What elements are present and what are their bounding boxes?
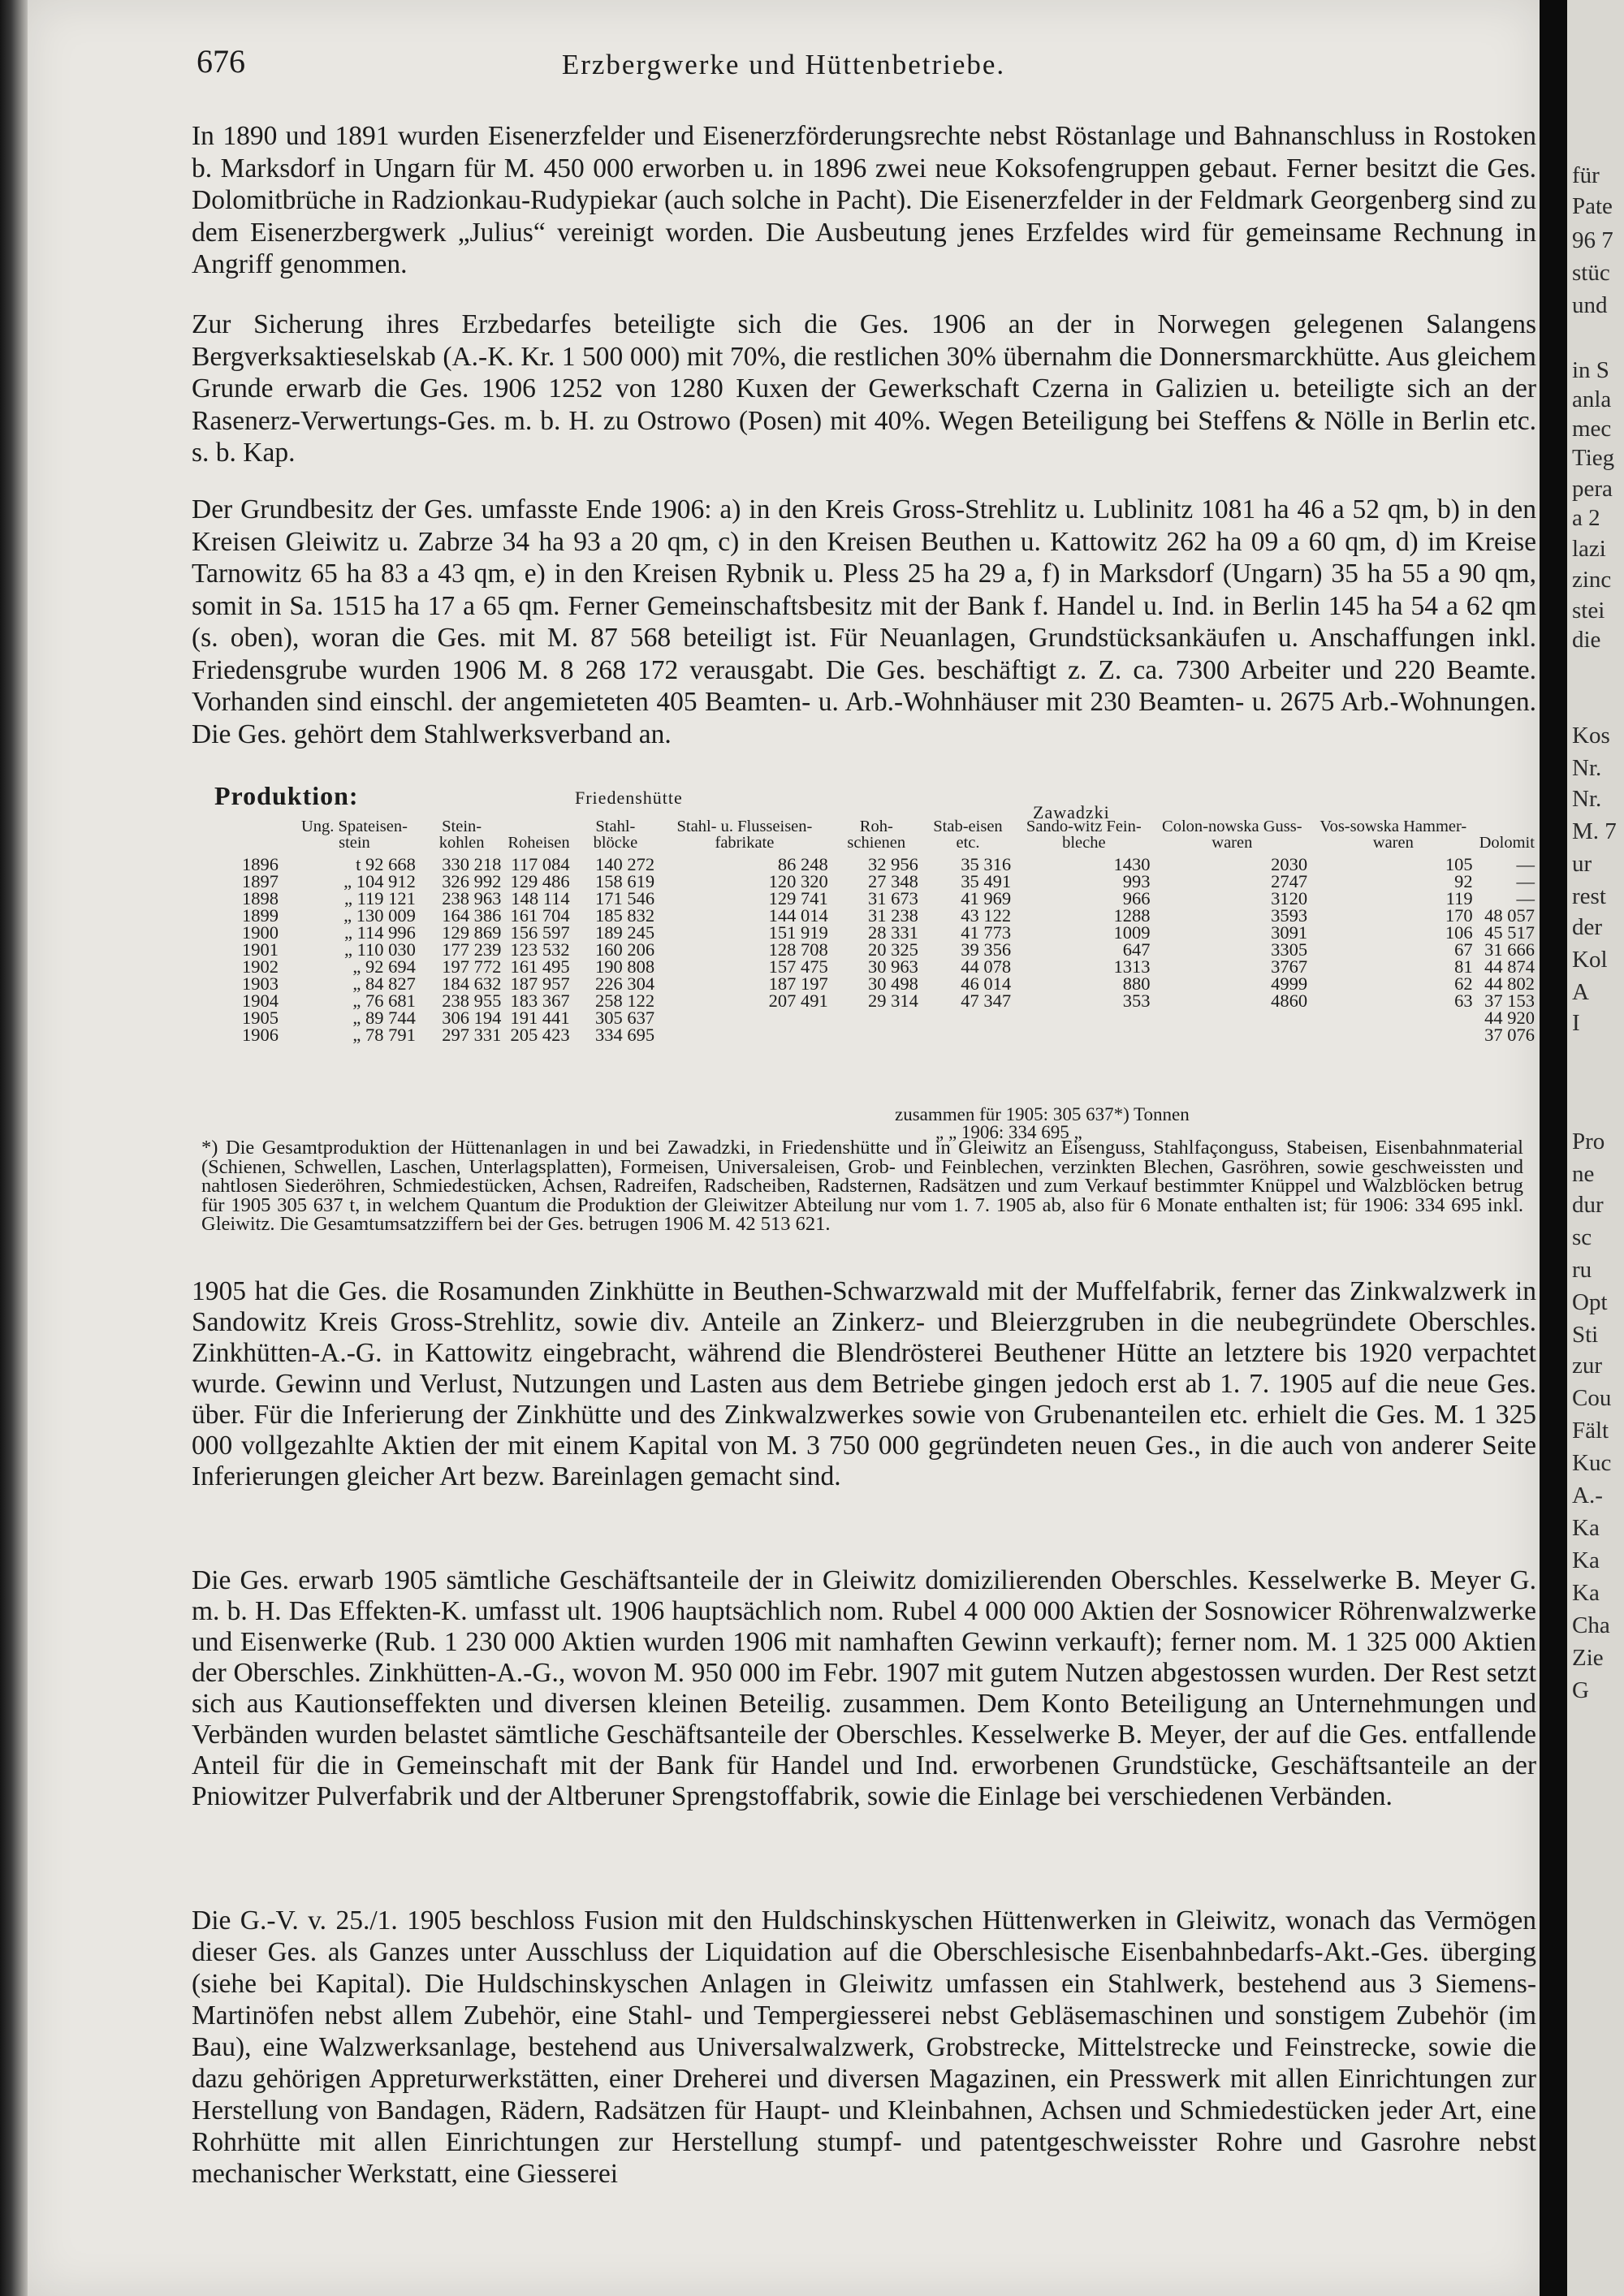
table-cell [658, 1009, 831, 1026]
table-cell: 105 [1445, 854, 1473, 874]
table-cell: „ 119 121 [344, 888, 416, 908]
production-table-header-row [239, 818, 1538, 856]
table-cell: 148 114 [511, 888, 570, 908]
table-cell: 1905 [242, 1008, 279, 1028]
table-cell: 129 869 [442, 922, 502, 943]
next-page-fragment: G [1572, 1677, 1589, 1703]
table-cell: „ 130 009 [343, 905, 416, 926]
next-page-fragment: stüc [1572, 260, 1610, 286]
table-cell [1311, 1009, 1476, 1026]
table-cell: 29 314 [868, 990, 918, 1011]
table-cell: 44 874 [1484, 956, 1535, 977]
table-cell: 226 304 [595, 973, 655, 994]
next-page-fragment: Ka [1572, 1515, 1600, 1541]
table-row [239, 907, 1538, 924]
next-page-fragment: 96 7 [1572, 227, 1613, 253]
table-cell: 46 014 [961, 973, 1012, 994]
next-page-fragment: I [1572, 1010, 1580, 1036]
table-row [239, 890, 1538, 907]
next-page-fragment: Kol [1572, 947, 1608, 973]
paragraph-grundbesitz: Der Grundbesitz der Ges. umfasste Ende 1906: a) in den Kreis Gross-Strehlitz u. Lublinitz 1081 ha 46 a 52 qm, b) in den Kreisen Gleiwitz u. Zabrze 34 ha 93 a 20 qm, c) in den Kreisen Beuthen u. Kattowitz 262 ha 09 a 60 qm, d) im Kreise Tarnowitz 65 ha 83 a 43 qm, e) in den Kreisen Rybnik u. Pless 25 ha 29 a, f) in Marksdorf (Ungarn) 35 ha 55 a 90 qm, somit in Sa. 1515 ha 17 a 65 qm. Ferner Gemeinschaftsbesitz mit der Bank f. Handel u. Ind. in Berlin 145 ha 54 a 62 qm (s. oben), woran die Ges. mit M. 87 568 beteiligt ist. Für Neuanlagen, Grundstücksankäufen u. Anschaffungen inkl. Friedensgrube wurden 1906 M. 8 268 172 verausgabt. Die Ges. beschäftigt z. Z. ca. 7300 Arbeiter und 220 Beamte. Vorhanden sind einschl. der angemieteten 405 Beamten- u. Arb.-Wohnhäuser mit 230 Beamten- u. 2675 Arb.-Wohnungen. Die Ges. gehört dem Stahlwerksverband an. [192, 494, 1536, 749]
table-cell: 3767 [1271, 956, 1308, 977]
table-cell [1154, 1026, 1311, 1043]
table-cell: 238 955 [442, 990, 502, 1011]
table-cell: 1896 [242, 854, 279, 874]
next-page-fragment: Fält [1572, 1418, 1609, 1444]
table-cell: 164 386 [442, 905, 502, 926]
table-cell: 205 423 [510, 1025, 570, 1045]
table-cell [831, 1009, 922, 1026]
next-page-fragment: Cha [1572, 1612, 1610, 1638]
next-page-fragment: Pate [1572, 193, 1613, 219]
table-cell: 3120 [1271, 888, 1308, 908]
table-row [239, 873, 1538, 890]
next-page-fragment: A [1572, 979, 1589, 1005]
table-cell: 258 122 [595, 990, 655, 1011]
table-cell: 238 963 [442, 888, 502, 908]
table-cell: 993 [1122, 871, 1151, 891]
next-page-fragment: Kos [1572, 723, 1610, 749]
table-row [239, 924, 1538, 941]
next-page-fragment: A.- [1572, 1482, 1603, 1508]
table-cell: 880 [1122, 973, 1151, 994]
table-cell: „ 89 744 [352, 1008, 416, 1028]
table-cell: 92 [1454, 871, 1473, 891]
total-1906: „ „ 1906: 334 695 „ [935, 1122, 1082, 1142]
table-cell: 30 963 [868, 956, 918, 977]
table-cell: 117 084 [511, 854, 570, 874]
table-cell: 37 153 [1484, 990, 1535, 1011]
column-header: Stahl- u. Flusseisen-fabrikate [676, 818, 813, 852]
table-cell: 27 348 [868, 871, 918, 891]
table-cell: 177 239 [442, 939, 502, 960]
table-cell: 44 802 [1484, 973, 1535, 994]
table-cell: 37 076 [1484, 1025, 1535, 1045]
table-cell: 3305 [1271, 939, 1308, 960]
table-row [239, 1026, 1538, 1043]
table-cell: 297 331 [442, 1025, 502, 1045]
table-cell: 144 014 [768, 905, 828, 926]
running-title: Erzbergwerke und Hüttenbetriebe. [561, 49, 1006, 80]
paragraph-erzfelder: In 1890 und 1891 wurden Eisenerzfelder und Eisenerzförderungsrechte nebst Röstanlage und Bahnanschluss in Rostoken b. Marksdorf in Ungarn für M. 450 000 erworben u. in 1896 zwei neue Koksofengruppen gebaut. Ferner besitzt die Ges. Dolomitbrüche in Radzionkau-Rudypiekar (auch solche in Pacht). Die Eisenerzfelder in der Feldmark Georgenberg sind zu dem Eisenerzbergwerk „Julius“ vereinigt worden. Die Ausbeutung jenes Erzfeldes wird für gemeinsame Rechnung in Angriff genommen. [192, 121, 1536, 279]
next-page-fragment: pera [1572, 476, 1613, 502]
table-cell [1311, 1026, 1476, 1043]
table-cell: 330 218 [442, 854, 502, 874]
next-page-fragment: Nr. [1572, 786, 1602, 812]
next-page-fragment: Zie [1572, 1645, 1604, 1671]
next-page-fragment: rest [1572, 883, 1606, 909]
table-row [239, 975, 1538, 992]
table-cell: 1899 [242, 905, 279, 926]
next-page-fragment: anla [1572, 386, 1612, 412]
production-table [239, 818, 1538, 1043]
table-cell: — [1516, 871, 1535, 891]
paragraph-zinkhuette: 1905 hat die Ges. die Rosamunden Zinkhütte in Beuthen-Schwarzwald mit der Muffelfabrik, ferner das Zinkwalzwerk in Sandowitz Kreis Gross-Strehlitz, sowie div. Anteile an Zinkerz- und Bleierzgruben in die neubegründete Oberschles. Zinkhütten-A.-G. in Kattowitz eingebracht, während die Blendrösterei Beuthener Hütte an letztere bis 1920 verpachtet wurde. Gewinn und Verlust, Nutzungen und Lasten aus dem Betriebe gingen jedoch erst ab 1. 7. 1905 auf die neue Ges. über. Für die Inferierung der Zinkhütte und des Zinkwalzwerkes sowie von Grubenanteilen etc. erhielt die Ges. M. 1 325 000 vollgezahlte Aktien der mit einem Kapital von M. 3 750 000 gegründeten neuen Ges., in die auch von anderer Seite Inferierungen gleicher Art bezw. Bareinlagen gemacht sind. [192, 1276, 1536, 1491]
table-cell: „ 84 827 [352, 973, 416, 994]
table-cell [1014, 1009, 1153, 1026]
next-page-fragment: und [1572, 292, 1608, 318]
table-cell: 123 532 [510, 939, 570, 960]
table-cell: 43 122 [961, 905, 1012, 926]
table-cell: 1906 [242, 1025, 279, 1045]
paragraph-geschaeftsanteile: Die Ges. erwarb 1905 sämtliche Geschäftsanteile der in Gleiwitz domizilierenden Oberschles. Kesselwerke B. Meyer G. m. b. H. Das Effekten-K. umfasst ult. 1906 hauptsächlich nom. Rubel 4 000 000 Aktien der Sosnowicer Röhrenwalzwerke und Eisenwerke (Rub. 1 230 000 Aktien wurden 1906 mit namhaften Gewinn verkauft); ferner nom. M. 1 325 000 Aktien der Oberschles. Zinkhütten-A.-G., wovon M. 950 000 im Febr. 1907 mit gutem Nutzen abgestossen wurden. Der Rest setzt sich aus Kautionseffekten und diversen kleinen Beteilig. zusammen. Dem Konto Beteiligung an Unternehmungen und Verbänden wurden belastet sämtliche Geschäftsanteile der Oberschles. Kesselwerke B. Meyer, der auf die Ges. entfallende Anteil für die in Gemeinschaft mit der Bank für Handel und Ind. erworbenen Grundstücke, Geschäftsanteile an der Pniowitzer Pulverfabrik und der Altberuner Sprengstoffabrik, sowie die Einlage bei verschiedenen Verbänden. [192, 1565, 1536, 1811]
next-page-fragment: dur [1572, 1192, 1604, 1218]
table-cell: 1902 [242, 956, 279, 977]
table-cell: 129 741 [768, 888, 828, 908]
book-page [28, 0, 1540, 2296]
table-cell: 106 [1445, 922, 1473, 943]
column-header: Stein-kohlen [438, 818, 485, 852]
table-cell: 86 248 [777, 854, 828, 874]
next-page-fragment: Opt [1572, 1289, 1608, 1315]
table-cell [922, 1026, 1014, 1043]
table-cell: — [1516, 854, 1535, 874]
next-page-fragment: Cou [1572, 1385, 1612, 1411]
next-page-fragment: in S [1572, 357, 1609, 383]
group-header-friedenshuette: Friedenshütte [575, 788, 683, 808]
table-cell: 45 517 [1484, 922, 1535, 943]
table-cell: 190 808 [595, 956, 655, 977]
table-cell: — [1516, 888, 1535, 908]
column-header: Vos-sowska Hammer-waren [1320, 818, 1467, 852]
next-page-fragment: der [1572, 914, 1603, 940]
table-cell: 35 316 [961, 854, 1012, 874]
table-cell: 1897 [242, 871, 279, 891]
table-cell: 128 708 [768, 939, 828, 960]
next-page-fragment: Sti [1572, 1322, 1599, 1348]
table-cell: 31 666 [1484, 939, 1535, 960]
table-cell [658, 1026, 831, 1043]
table-cell: „ 78 791 [352, 1025, 416, 1045]
production-label: Produktion: [214, 781, 359, 810]
table-cell: 160 206 [595, 939, 655, 960]
footnote-gesamtproduktion: *) Die Gesamtproduktion der Hüttenanlagen in und bei Zawadzki, in Friedenshütte und in Gleiwitz an Eisenguss, Stahlfaçonguss, Stabeisen, Eisenbahnmaterial (Schienen, Schwellen, Laschen, Unterlagsplatten), Formeisen, Universaleisen, Grob- und Feinblechen, verzinkten Blechen, Gasröhren, sowie geschweissten und nahtlosen Siederöhren, Schmiedestücken, Achsen, Radreifen, Radscheiben, Radsternen, Radsätzen und zum Verkauf bestimmter Knüppel und Walzblöcken betrug für 1905 305 637 t, in welchem Quantum die Produktion der Gleiwitzer Abteilung nur vom 1. 7. 1905 ab, also für 6 Monate enthalten ist; für 1906: 334 695 inkl. Gleiwitz. Die Gesamtumsatzziffern bei der Ges. betrugen 1906 M. 42 513 621. [201, 1137, 1523, 1235]
table-cell: 119 [1445, 888, 1473, 908]
table-row [239, 1009, 1538, 1026]
table-cell: 35 491 [961, 871, 1012, 891]
table-cell: 158 619 [595, 871, 655, 891]
table-cell: 3091 [1271, 922, 1308, 943]
table-cell: 191 441 [510, 1008, 570, 1028]
paragraph-fusion: Die G.-V. v. 25./1. 1905 beschloss Fusion mit den Huldschinskyschen Hüttenwerken in Gleiwitz, wonach das Vermögen dieser Ges. als Ganzes unter Ausschluss der Liquidation auf die Oberschlesische Eisenbahnbedarfs-Akt.-Ges. überging (siehe bei Kapital). Die Huldschinskyschen Anlagen in Gleiwitz umfassen ein Stahlwerk, bestehend aus 3 Siemens-Martinöfen nebst allem Zubehör, eine Stahl- und Tempergiesserei nebst Gebläsemaschinen und sonstigem Zubehör (im Bau), eine Walzwerksanlage, bestehend aus Universalwalzwerk, Grobstrecke, Mittelstrecke und Feinstrecke, sowie die dazu gehörigen Appreturwerkstätten, einer Dreherei und diversen Magazinen, ein Presswerk mit allen Einrichtungen zur Herstellung von Bandagen, Rädern, Radsätzen für Haupt- und Kleinbahnen, Achsen und Schmiedestücken jeder Art, eine Rohrhütte mit allen Einrichtungen zur Herstellung stumpf- und patentgeschweisster Rohre und Gasrohre nebst mechanischer Werkstatt, eine Giesserei [192, 1905, 1536, 2189]
table-cell: 44 920 [1484, 1008, 1535, 1028]
table-cell: 156 597 [510, 922, 570, 943]
production-table-body [239, 856, 1538, 1043]
table-cell: 41 969 [961, 888, 1012, 908]
column-header: Stab-eisen etc. [933, 818, 1003, 852]
table-cell: 2030 [1271, 854, 1308, 874]
next-page-fragment: lazi [1572, 536, 1606, 562]
column-header: Roh-schienen [847, 818, 906, 852]
column-header: Dolomit [1479, 834, 1535, 852]
table-cell: „ 76 681 [352, 990, 416, 1011]
next-page-fragment: ur [1572, 851, 1592, 877]
page-gutter [1540, 0, 1567, 2296]
paragraph-erzbedarf: Zur Sicherung ihres Erzbedarfes beteiligte sich die Ges. 1906 an der in Norwegen gelegenen Salangens Bergverksaktieselskab (A.-K. Kr. 1 500 000) mit 70%, die restlichen 30% übernahm die Donnersmarckhütte. Aus gleichem Grunde erwarb die Ges. 1906 1252 von 1280 Kuxen der Gewerkschaft Czerna in Galizien u. beteiligte sich an der Rasenerz-Verwertungs-Ges. m. b. H. zu Ostrowo (Posen) mit 40%. Wegen Beteiligung bei Steffens & Nölle in Berlin etc. s. b. Kap. [192, 309, 1536, 468]
table-cell: 20 325 [868, 939, 918, 960]
table-cell: 1009 [1113, 922, 1151, 943]
next-page-edge [1567, 0, 1624, 2296]
table-cell: 151 919 [768, 922, 828, 943]
table-cell: 171 546 [595, 888, 655, 908]
table-cell: 81 [1454, 956, 1473, 977]
table-cell: 67 [1454, 939, 1473, 960]
table-cell: 305 637 [595, 1008, 655, 1028]
table-cell: „ 92 694 [352, 956, 416, 977]
column-header: Stahl-blöcke [593, 818, 638, 852]
table-cell: 1901 [242, 939, 279, 960]
next-page-fragment: Ka [1572, 1580, 1600, 1606]
next-page-fragment: für [1572, 162, 1600, 188]
next-page-fragment: Tieg [1572, 445, 1615, 471]
table-cell: 31 238 [868, 905, 918, 926]
next-page-fragment: a 2 [1572, 505, 1600, 531]
table-cell: 28 331 [868, 922, 918, 943]
table-row [239, 856, 1538, 873]
total-1905: zusammen für 1905: 305 637*) Tonnen [895, 1104, 1190, 1124]
table-cell: 187 957 [510, 973, 570, 994]
table-cell: 1288 [1113, 905, 1151, 926]
table-cell: 334 695 [595, 1025, 655, 1045]
table-cell [1014, 1026, 1153, 1043]
table-cell: 1430 [1113, 854, 1151, 874]
table-cell: 32 956 [868, 854, 918, 874]
table-cell: 39 356 [961, 939, 1012, 960]
next-page-fragment: M. 7 [1572, 818, 1617, 844]
table-cell: 1898 [242, 888, 279, 908]
table-row [239, 941, 1538, 958]
column-header: Sando-witz Fein-bleche [1026, 818, 1142, 852]
table-cell: 1903 [242, 973, 279, 994]
table-cell [922, 1009, 1014, 1026]
book-binding-edge [0, 0, 28, 2296]
table-cell: 647 [1122, 939, 1151, 960]
table-cell: „ 104 912 [343, 871, 416, 891]
table-cell: 63 [1454, 990, 1473, 1011]
table-cell: 189 245 [595, 922, 655, 943]
next-page-fragment: zinc [1572, 567, 1612, 593]
table-cell: 4860 [1271, 990, 1308, 1011]
table-cell [831, 1026, 922, 1043]
column-header: Roheisen [508, 834, 570, 852]
table-cell: 157 475 [768, 956, 828, 977]
table-row [239, 958, 1538, 975]
table-cell: 184 632 [442, 973, 502, 994]
next-page-fragment: Ka [1572, 1547, 1600, 1573]
table-cell [1154, 1009, 1311, 1026]
table-cell: 197 772 [442, 956, 502, 977]
next-page-fragment: ne [1572, 1161, 1595, 1187]
table-cell: 185 832 [595, 905, 655, 926]
table-cell: 41 773 [961, 922, 1012, 943]
table-cell: 4999 [1271, 973, 1308, 994]
table-cell: 326 992 [442, 871, 502, 891]
table-cell: 170 [1445, 905, 1473, 926]
table-cell: 353 [1122, 990, 1151, 1011]
table-cell: 120 320 [768, 871, 828, 891]
next-page-fragment: stei [1572, 598, 1605, 624]
table-cell: 1313 [1113, 956, 1151, 977]
table-cell: „ 110 030 [344, 939, 416, 960]
table-cell: 30 498 [868, 973, 918, 994]
table-cell: 1900 [242, 922, 279, 943]
group-header-zawadzki: Zawadzki [1033, 802, 1110, 822]
next-page-fragment: Kuc [1572, 1450, 1612, 1476]
table-cell: 3593 [1271, 905, 1308, 926]
table-cell: 129 486 [510, 871, 570, 891]
next-page-fragment: ru [1572, 1257, 1592, 1283]
next-page-fragment: die [1572, 627, 1601, 653]
page-number: 676 [197, 43, 245, 80]
table-cell: 161 704 [510, 905, 570, 926]
table-cell: 187 197 [768, 973, 828, 994]
table-cell: 140 272 [595, 854, 655, 874]
column-header: Colon-nowska Guss-waren [1162, 818, 1302, 852]
table-cell: 306 194 [442, 1008, 502, 1028]
column-header: Ung. Spateisen-stein [300, 818, 408, 852]
table-cell: 966 [1122, 888, 1151, 908]
table-cell: „ 114 996 [344, 922, 416, 943]
table-row [239, 992, 1538, 1009]
next-page-fragment: zur [1572, 1353, 1603, 1379]
table-cell: 1904 [242, 990, 279, 1011]
table-cell: 31 673 [868, 888, 918, 908]
table-cell: 62 [1454, 973, 1473, 994]
next-page-fragment: Pro [1572, 1129, 1605, 1154]
table-cell: 2747 [1271, 871, 1308, 891]
next-page-fragment: mec [1572, 416, 1612, 442]
next-page-fragment: sc [1572, 1224, 1592, 1250]
table-cell: 183 367 [510, 990, 570, 1011]
table-cell: 48 057 [1484, 905, 1535, 926]
table-cell: t 92 668 [356, 854, 416, 874]
next-page-fragment: Nr. [1572, 755, 1602, 781]
table-cell: 44 078 [961, 956, 1012, 977]
table-cell: 207 491 [768, 990, 828, 1011]
table-cell: 161 495 [510, 956, 570, 977]
column-header [239, 818, 290, 856]
table-cell: 47 347 [961, 990, 1012, 1011]
